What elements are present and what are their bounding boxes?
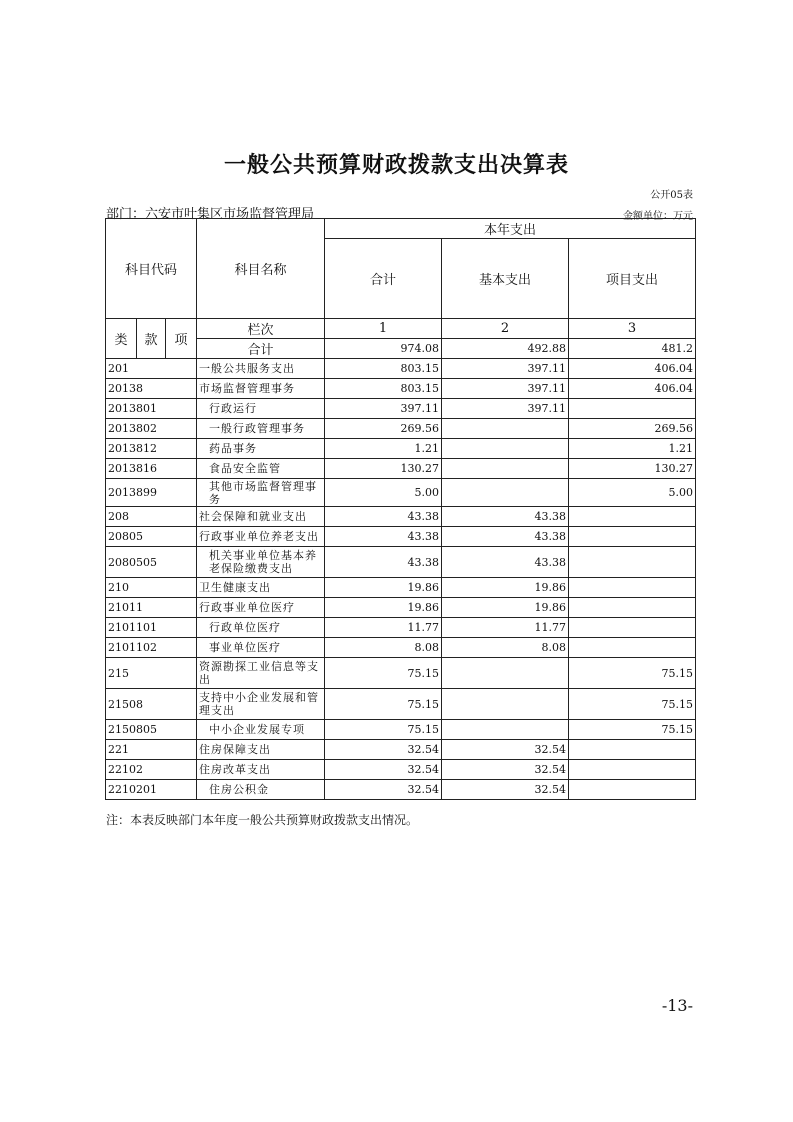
row-basic: 19.86 <box>442 598 569 618</box>
table-row <box>106 618 696 638</box>
row-code: 2013801 <box>106 399 197 419</box>
row-name: 中小企业发展专项 <box>197 720 325 740</box>
row-basic: 43.38 <box>442 527 569 547</box>
row-total: 32.54 <box>325 760 442 780</box>
row-name: 支持中小企业发展和管理支出 <box>197 689 325 720</box>
row-project <box>569 618 696 638</box>
row-total: 19.86 <box>325 598 442 618</box>
row-total: 32.54 <box>325 740 442 760</box>
row-code: 2013899 <box>106 479 197 507</box>
header-name: 科目名称 <box>197 219 325 319</box>
row-name: 行政运行 <box>197 399 325 419</box>
row-name: 卫生健康支出 <box>197 578 325 598</box>
row-code: 2013812 <box>106 439 197 459</box>
header-col1: 1 <box>325 319 442 339</box>
amount-unit: 金额单位：万元 <box>623 211 693 222</box>
table-row <box>106 507 696 527</box>
row-total: 75.15 <box>325 658 442 689</box>
row-name: 一般行政管理事务 <box>197 419 325 439</box>
row-name: 事业单位医疗 <box>197 638 325 658</box>
row-total: 43.38 <box>325 547 442 578</box>
header-total: 合计 <box>325 239 442 319</box>
total-row-project: 481.2 <box>569 339 696 359</box>
page-number: -13- <box>661 996 693 1015</box>
row-project <box>569 527 696 547</box>
row-basic <box>442 658 569 689</box>
row-project: 75.15 <box>569 658 696 689</box>
row-total: 8.08 <box>325 638 442 658</box>
row-project <box>569 547 696 578</box>
header-kuan: 款 <box>137 319 166 359</box>
row-basic: 32.54 <box>442 760 569 780</box>
total-row-basic: 492.88 <box>442 339 569 359</box>
row-code: 20138 <box>106 379 197 399</box>
total-row-total: 974.08 <box>325 339 442 359</box>
total-row-label: 合计 <box>197 339 325 359</box>
table-row <box>106 479 696 507</box>
row-name: 行政事业单位养老支出 <box>197 527 325 547</box>
row-basic: 11.77 <box>442 618 569 638</box>
header-project: 项目支出 <box>569 239 696 319</box>
row-total: 19.86 <box>325 578 442 598</box>
row-code: 221 <box>106 740 197 760</box>
table-row <box>106 578 696 598</box>
table-row <box>106 740 696 760</box>
row-basic <box>442 479 569 507</box>
row-total: 11.77 <box>325 618 442 638</box>
table-row <box>106 359 696 379</box>
row-total: 803.15 <box>325 359 442 379</box>
row-project <box>569 638 696 658</box>
row-total: 75.15 <box>325 689 442 720</box>
header-current-year: 本年支出 <box>325 219 696 239</box>
row-basic: 32.54 <box>442 780 569 800</box>
row-name: 药品事务 <box>197 439 325 459</box>
row-code: 21508 <box>106 689 197 720</box>
table-row <box>106 780 696 800</box>
row-name: 住房保障支出 <box>197 740 325 760</box>
row-basic <box>442 720 569 740</box>
row-name: 一般公共服务支出 <box>197 359 325 379</box>
row-basic: 43.38 <box>442 507 569 527</box>
row-code: 22102 <box>106 760 197 780</box>
row-total: 1.21 <box>325 439 442 459</box>
row-code: 2080505 <box>106 547 197 578</box>
row-project: 406.04 <box>569 379 696 399</box>
form-number: 公开05表 <box>650 190 693 201</box>
table-row <box>106 439 696 459</box>
row-code: 215 <box>106 658 197 689</box>
header-basic: 基本支出 <box>442 239 569 319</box>
table-note: 注：本表反映部门本年度一般公共预算财政拨款支出情况。 <box>106 813 419 827</box>
row-name: 其他市场监督管理事务 <box>197 479 325 507</box>
row-total: 5.00 <box>325 479 442 507</box>
row-project <box>569 507 696 527</box>
row-code: 201 <box>106 359 197 379</box>
row-basic <box>442 439 569 459</box>
row-name: 社会保障和就业支出 <box>197 507 325 527</box>
row-project <box>569 598 696 618</box>
header-xiang: 项 <box>166 319 197 359</box>
table-row <box>106 760 696 780</box>
row-total: 43.38 <box>325 507 442 527</box>
row-code: 2101102 <box>106 638 197 658</box>
row-project: 75.15 <box>569 720 696 740</box>
row-basic: 43.38 <box>442 547 569 578</box>
row-project <box>569 740 696 760</box>
header-col2: 2 <box>442 319 569 339</box>
table-row <box>106 419 696 439</box>
row-project <box>569 760 696 780</box>
row-project: 406.04 <box>569 359 696 379</box>
row-project <box>569 578 696 598</box>
row-name: 行政事业单位医疗 <box>197 598 325 618</box>
row-code: 2210201 <box>106 780 197 800</box>
table-row <box>106 527 696 547</box>
header-lei: 类 <box>106 319 137 359</box>
row-total: 75.15 <box>325 720 442 740</box>
row-code: 2013802 <box>106 419 197 439</box>
header-col3: 3 <box>569 319 696 339</box>
row-total: 269.56 <box>325 419 442 439</box>
row-name: 住房公积金 <box>197 780 325 800</box>
row-basic: 32.54 <box>442 740 569 760</box>
table-row <box>106 547 696 578</box>
row-basic: 8.08 <box>442 638 569 658</box>
row-project: 75.15 <box>569 689 696 720</box>
table-row <box>106 459 696 479</box>
row-basic: 397.11 <box>442 399 569 419</box>
table-row <box>106 689 696 720</box>
table-row <box>106 638 696 658</box>
row-code: 2150805 <box>106 720 197 740</box>
table-row <box>106 598 696 618</box>
row-project <box>569 780 696 800</box>
row-code: 210 <box>106 578 197 598</box>
row-project <box>569 399 696 419</box>
row-total: 32.54 <box>325 780 442 800</box>
table-row <box>106 658 696 689</box>
expenditure-table <box>105 218 696 800</box>
row-code: 2101101 <box>106 618 197 638</box>
row-name: 食品安全监管 <box>197 459 325 479</box>
row-basic: 397.11 <box>442 359 569 379</box>
header-column-order: 栏次 <box>197 319 325 339</box>
row-name: 住房改革支出 <box>197 760 325 780</box>
row-project: 269.56 <box>569 419 696 439</box>
row-code: 2013816 <box>106 459 197 479</box>
row-name: 资源勘探工业信息等支出 <box>197 658 325 689</box>
row-name: 机关事业单位基本养老保险缴费支出 <box>197 547 325 578</box>
row-total: 803.15 <box>325 379 442 399</box>
row-project: 5.00 <box>569 479 696 507</box>
row-basic <box>442 459 569 479</box>
row-code: 20805 <box>106 527 197 547</box>
row-total: 130.27 <box>325 459 442 479</box>
row-basic: 19.86 <box>442 578 569 598</box>
row-code: 208 <box>106 507 197 527</box>
row-basic <box>442 689 569 720</box>
row-basic: 397.11 <box>442 379 569 399</box>
row-project: 1.21 <box>569 439 696 459</box>
row-project: 130.27 <box>569 459 696 479</box>
row-name: 市场监督管理事务 <box>197 379 325 399</box>
row-code: 21011 <box>106 598 197 618</box>
table-row <box>106 379 696 399</box>
row-basic <box>442 419 569 439</box>
row-total: 43.38 <box>325 527 442 547</box>
table-row <box>106 399 696 419</box>
header-code: 科目代码 <box>106 219 197 319</box>
page-title: 一般公共预算财政拨款支出决算表 <box>223 153 569 178</box>
department-label: 部门：六安市叶集区市场监督管理局 <box>106 207 315 222</box>
table-row <box>106 720 696 740</box>
row-total: 397.11 <box>325 399 442 419</box>
row-name: 行政单位医疗 <box>197 618 325 638</box>
